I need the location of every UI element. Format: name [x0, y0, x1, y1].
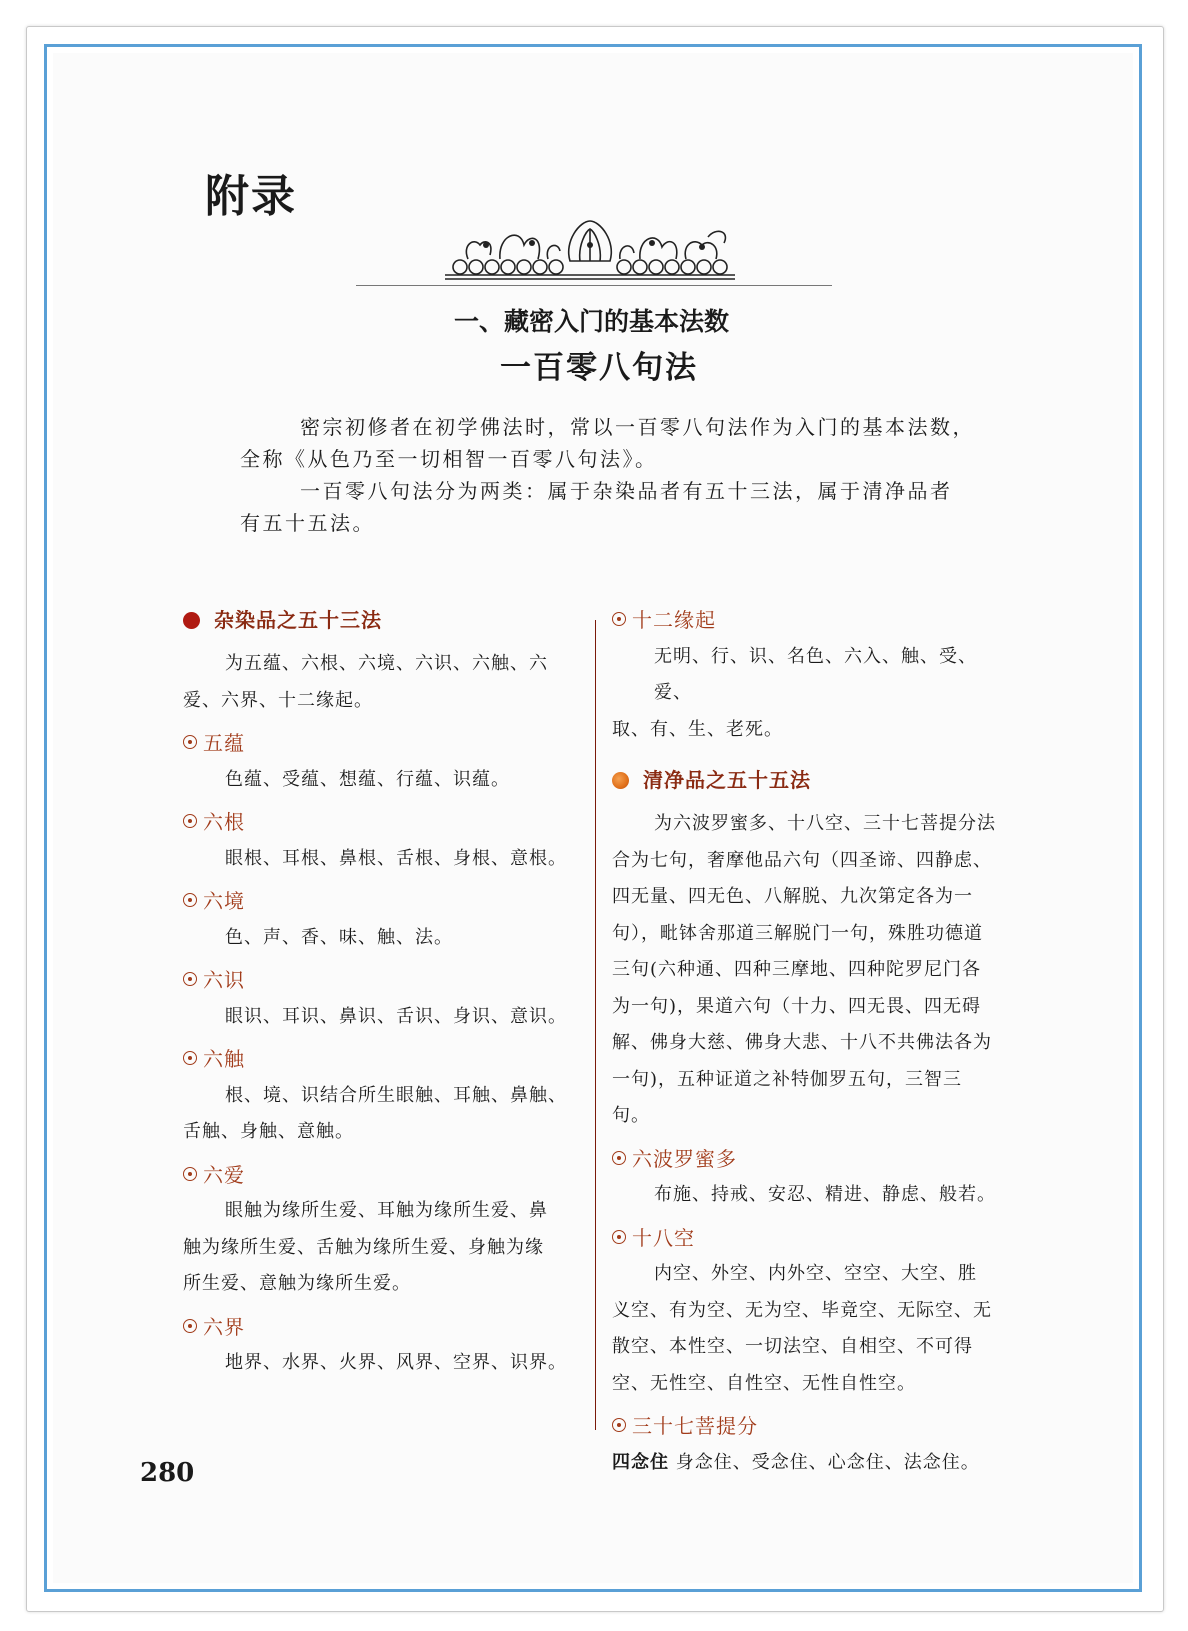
circle-dot-icon — [183, 814, 197, 828]
left-item-line: 色蕴、受蕴、想蕴、行蕴、识蕴。 — [225, 768, 510, 790]
right-section-title: 清净品之五十五法 — [612, 762, 997, 806]
left-item-title: 六触 — [183, 1041, 568, 1078]
right-desc-line: 句），毗钵舍那道三解脱门一句，殊胜功德道 — [612, 922, 983, 944]
column-divider — [595, 620, 596, 1430]
right-desc-line: 合为七句，奢摩他品六句（四圣谛、四静虑、 — [612, 849, 992, 871]
left-item-line: 根、境、识结合所生眼触、耳触、鼻触、 — [225, 1084, 567, 1106]
circle-dot-icon — [612, 1418, 626, 1432]
right-item-line: 义空、有为空、无为空、毕竟空、无际空、无 — [612, 1299, 992, 1321]
circle-dot-icon — [612, 1151, 626, 1165]
circle-dot-icon — [183, 1167, 197, 1181]
right-last-line: 四念住 身念住、受念住、心念住、法念住。 — [612, 1451, 980, 1473]
intro-p2-line2: 有五十五法。 — [240, 511, 375, 535]
right-item-line: 散空、本性空、一切法空、自相空、不可得 — [612, 1336, 973, 1357]
circle-dot-icon — [183, 1319, 197, 1333]
section-subheading: 一百零八句法 — [500, 350, 698, 386]
intro-p1-line2: 全称《从色乃至一切相智一百零八句法》。 — [240, 447, 658, 471]
left-item-line: 眼触为缘所生爱、耳触为缘所生爱、鼻 — [225, 1200, 548, 1221]
right-desc-line: 为一句)，果道六句（十力、四无畏、四无碍 — [612, 995, 982, 1017]
left-item-line: 舌触、身触、意触。 — [183, 1121, 354, 1142]
left-item-line: 所生爱、意触为缘所生爱。 — [183, 1273, 411, 1294]
left-item-title: 六根 — [183, 804, 568, 841]
circle-dot-icon — [612, 612, 626, 626]
circle-dot-icon — [183, 972, 197, 986]
left-column — [183, 602, 568, 1382]
right-desc-line: 为六波罗蜜多、十八空、三十七菩提分法 — [654, 813, 996, 834]
intro-p1-line1: 密宗初修者在初学佛法时，常以一百零八句法作为入门的基本法数， — [300, 415, 975, 439]
left-desc-line1: 为五蕴、六根、六境、六识、六触、六 — [225, 653, 548, 674]
page-title: 附录 — [205, 171, 297, 222]
section-heading: 一、藏密入门的基本法数 — [454, 307, 730, 336]
left-item-title: 五蕴 — [183, 725, 568, 762]
right-item-line: 无明、行、识、名色、六入、触、受、爱、 — [654, 645, 977, 703]
orange-bullet-icon — [612, 772, 629, 789]
left-item-title: 六识 — [183, 962, 568, 999]
right-item-line: 取、有、生、老死。 — [612, 718, 783, 740]
left-item-title: 六境 — [183, 883, 568, 920]
circle-dot-icon — [183, 893, 197, 907]
right-item-title: 六波罗蜜多 — [612, 1141, 997, 1178]
right-desc-line: 三句(六种通、四种三摩地、四种陀罗尼门各 — [612, 959, 982, 980]
left-desc-line2: 爱、六界、十二缘起。 — [183, 689, 373, 711]
circle-dot-icon — [183, 735, 197, 749]
title-rule — [356, 285, 832, 286]
right-item-title: 十二缘起 — [612, 602, 997, 639]
right-item-line: 空、无性空、自性空、无性自性空。 — [612, 1372, 916, 1394]
left-item-title: 六爱 — [183, 1157, 568, 1194]
left-item-title: 六界 — [183, 1309, 568, 1346]
left-item-line: 触为缘所生爱、舌触为缘所生爱、身触为缘 — [183, 1236, 544, 1258]
page-number: 280 — [140, 1458, 195, 1488]
intro-p2-line1: 一百零八句法分为两类：属于杂染品者有五十三法，属于清净品者 — [300, 479, 953, 503]
left-item-line: 眼根、耳根、鼻根、舌根、身根、意根。 — [225, 847, 567, 869]
red-bullet-icon — [183, 612, 200, 629]
right-item-line: 内空、外空、内外空、空空、大空、胜 — [654, 1263, 977, 1284]
decorative-ornament-icon — [440, 215, 740, 283]
right-item-title: 三十七菩提分 — [612, 1408, 997, 1445]
left-item-line: 地界、水界、火界、风界、空界、识界。 — [225, 1352, 567, 1373]
right-item-title: 十八空 — [612, 1220, 997, 1257]
right-desc-line: 一句)，五种证道之补特伽罗五句，三智三句。 — [612, 1068, 963, 1126]
left-section-title: 杂染品之五十三法 — [183, 602, 568, 646]
right-column — [612, 602, 997, 1481]
circle-dot-icon — [183, 1051, 197, 1065]
right-desc-line: 解、佛身大慈、佛身大悲、十八不共佛法各为 — [612, 1032, 992, 1053]
left-item-line: 色、声、香、味、触、法。 — [225, 926, 453, 948]
right-desc-line: 四无量、四无色、八解脱、九次第定各为一 — [612, 886, 973, 907]
circle-dot-icon — [612, 1230, 626, 1244]
left-item-line: 眼识、耳识、鼻识、舌识、身识、意识。 — [225, 1005, 567, 1027]
right-item-line: 布施、持戒、安忍、精进、静虑、般若。 — [654, 1184, 996, 1205]
